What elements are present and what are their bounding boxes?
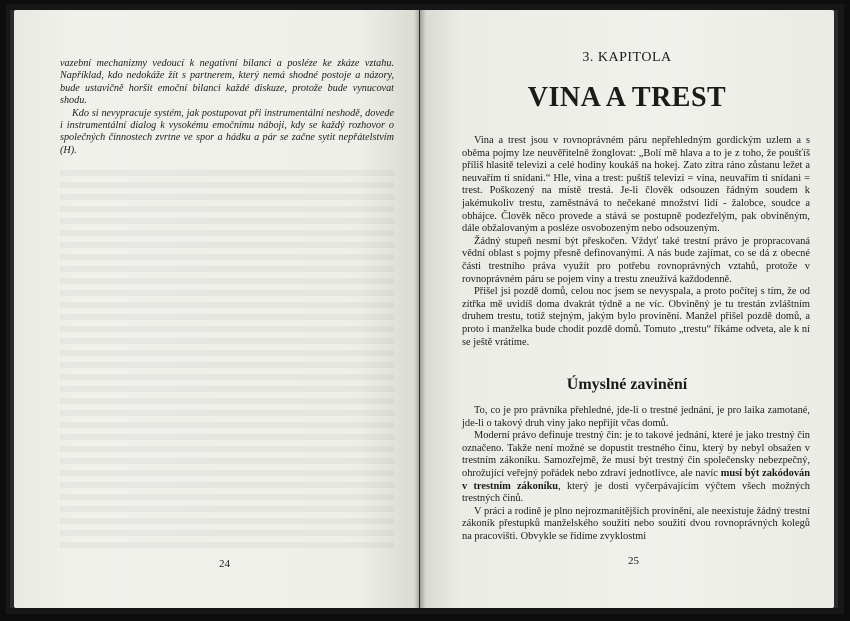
section-title: Úmyslné zavinění bbox=[566, 376, 688, 393]
book-spread bbox=[6, 4, 844, 614]
left-page-body bbox=[60, 58, 394, 157]
section-paragraph-2-start: Moderní právo definuje trestný čin: je to takové jednání, které je jako trestný čin označeno. Takže není možné se dopustit trestného činu, který by nebyl obsažen v trestním zákoníku. Samozřejmě, že musí být trestný čin společensky nebezpečný, ohrožující veřejný pořádek nebo zdraví jednotlivce, ale navíc bbox=[462, 430, 810, 479]
left-page bbox=[14, 10, 419, 608]
chapter-intro-body bbox=[462, 135, 810, 349]
intro-paragraph-3: Přišel jsi pozdě domů, celou noc jsem se nevyspala, a proto počítej s tím, že od zítřka mě uvidíš doma dvakrát týdně a ne víc. Obviněný je tu trestán zvláštním druhem trestu, totiž stejným, jakým bylo provinění. Manžel přišel pozdě domů, a proto i manželka bude chodit pozdě domů. Tomuto „trestu“ říkáme odveta, ale k ní se ještě vrátíme. bbox=[462, 286, 810, 348]
chapter-title: VINA A TREST bbox=[527, 82, 727, 113]
right-page bbox=[420, 10, 834, 608]
page-number-right: 25 bbox=[628, 555, 639, 567]
page-number-left: 24 bbox=[219, 558, 230, 570]
page-stack-right-edge bbox=[834, 10, 838, 608]
left-paragraph-1: vazební mechanizmy vedoucí k negativní bilanci a posléze ke zkáze vztahu. Například, kdo nedokáže žít s partnerem, který nemá shodné postoje a názory, bude ustavičně horšit emoční bilanci každé diskuze, protože bude vynucovat shodu. bbox=[60, 58, 394, 107]
section-paragraph-1: To, co je pro právníka přehledné, jde-li o trestné jednání, je pro laika zamotané, jde-li o takový druh viny jako nepřijít včas domů. bbox=[462, 405, 810, 429]
section-paragraph-2 bbox=[462, 430, 810, 506]
intro-paragraph-2: Žádný stupeň nesmí být přeskočen. Vždyť také trestní právo je propracovaná vědní oblast s pojmy přesně definovanými. A nás bude zajímat, co se dá z obecné části trestního práva využít pro potřebu rovnoprávných vztahů, protože v rovnoprávném páru se pojem viny a trestu zneužívá každodenně. bbox=[462, 235, 810, 285]
section-paragraph-3: V práci a rodině je plno nejrozmanitějších provinění, ale neexistuje žádný trestní zákoník přestupků manželského soužití nebo soužití dvou rovnoprávných kolegů na pracovišti. Obvykle se řídíme zvyklostmi bbox=[462, 505, 810, 542]
bleed-through-text bbox=[60, 170, 394, 550]
section-paragraph-2-end: , který je dosti vyčerpávajícím výčtem všech možných trestných činů. bbox=[462, 480, 811, 505]
emphasis-text: musí být zakódován v trestním zákoníku bbox=[462, 467, 811, 492]
intro-paragraph-1: Vina a trest jsou v rovnoprávném páru nepřehledným gordickým uzlem a s oběma pojmy lze neuvěřitelně žonglovat: „Bolí mě hlava a to je z toho, že poušťíš příliš hlasitě televizi a celé hodiny koukáš na hokej. Zato zítra ráno zůstanu ležet a neuvařím ti snídani.“ Hle, vina a trest: puštíš televizi = vina, neuvařím ti snídani = trest. Poškozený na místě trestá. Je-li člověk odsouzen řádným soudem k jakémukoliv trestu, zaměstnává to nečekané množství lidí - žalobce, soudce a obhájce. Člověk něco provede a stává se postupně podezřelým, pak obviněným, dále obžalovaným a posléze osvobozeným nebo odsouzeným. bbox=[462, 135, 810, 235]
chapter-number: 3. KAPITOLA bbox=[582, 50, 672, 65]
left-paragraph-2: Kdo si nevypracuje systém, jak postupovat při instrumentální neshodě, dovede i instrumentální dialog k vysokému emočnímu náboji, kdy se každý rozhovor o společných činnostech zvrtne ve spor a hádku a pár se začne sytit nepřátelstvím (H). bbox=[60, 107, 394, 156]
section-body bbox=[462, 405, 810, 544]
